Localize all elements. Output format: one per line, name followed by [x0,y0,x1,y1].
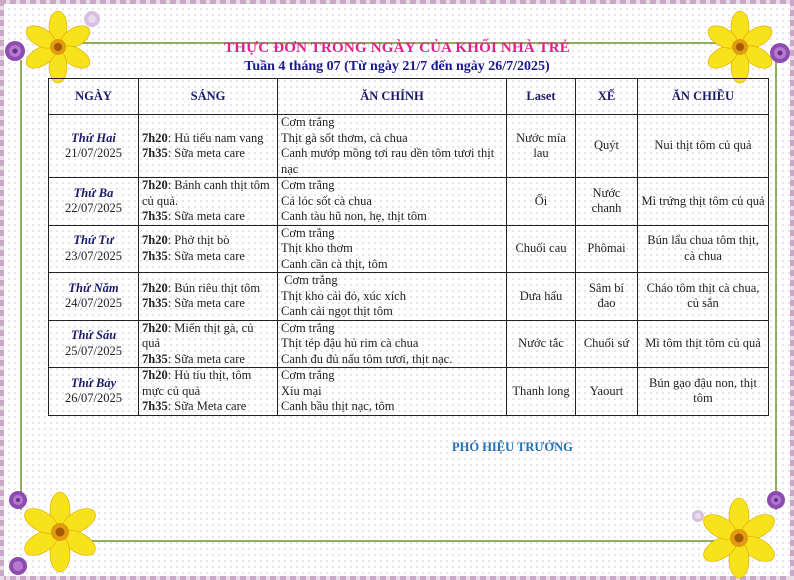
main-dish: Xíu mại [281,383,322,398]
afternoon-cell: Cháo tôm thịt cà chua, củ sắn [638,273,769,321]
afternoon-cell: Mì tôm thịt tôm củ quả [638,320,769,368]
main-meal-cell [278,178,507,226]
main-dish: Canh bầu thịt nạc, tôm [281,399,395,413]
day-date: 25/07/2025 [65,343,122,358]
morning-time: 7h20 [142,280,168,295]
main-dish: Canh cải ngọt thịt tôm [281,304,393,318]
day-cell [49,320,139,368]
sunflower-icon [684,486,794,580]
morning-line [142,233,274,249]
main-dish: Canh mướp mồng tơi rau dền tôm tươi thịt nạc [281,146,498,176]
main-dish: Cơm trắng [281,225,335,240]
day-date: 24/07/2025 [65,296,122,311]
afternoon-cell: Bún lẩu chua tôm thịt, cà chua [638,225,769,273]
morning-dish: : Sữa meta care [167,296,245,311]
morning-line [142,368,274,399]
laset-cell: Nước mía lau [507,115,576,178]
morning-line [142,146,274,162]
laset-cell: Nước tắc [507,320,576,368]
laset-cell: Dưa hấu [507,273,576,321]
morning-time: 7h20 [142,178,168,192]
main-dish: Canh cần cà thịt, tôm [281,256,388,271]
main-dish: Cơm trắng [281,273,338,287]
day-cell [49,273,139,321]
morning-dish: : Miến thịt gà, củ quả [142,320,254,350]
laset-cell: Chuối cau [507,225,576,273]
day-name: Thứ Tư [73,233,114,248]
main-dish: Cơm trắng [281,368,335,382]
vine-line-left [20,60,22,510]
vine-line-bottom [80,540,720,542]
main-dish: Cơm trắng [281,115,335,129]
morning-dish: : Sữa meta care [167,248,245,263]
morning-time: 7h20 [142,233,168,248]
table-header-row [49,79,769,115]
morning-dish: : Hủ tiếu nam vang [167,130,264,145]
morning-dish: : Hủ tíu thịt, tôm mực củ quả [142,368,252,398]
morning-cell [139,225,278,273]
morning-time: 7h35 [142,351,168,366]
day-date: 26/07/2025 [65,391,122,406]
day-date: 22/07/2025 [65,201,122,216]
sunflower-icon [0,486,110,580]
morning-line [142,249,274,265]
main-dish: Thịt tép đậu hủ rim cà chua [281,336,419,350]
table-row [49,320,769,368]
main-meal-cell [278,115,507,178]
morning-time: 7h35 [142,248,168,263]
day-name: Thứ Ba [73,185,114,200]
main-dish: Canh đu đủ nấu tôm tươi, thịt nạc. [281,351,453,366]
morning-line [142,178,274,209]
morning-dish: : Sữa meta care [167,146,245,160]
day-name: Thứ Hai [71,130,116,145]
table-row [49,225,769,273]
page-subtitle: Tuần 4 tháng 07 (Từ ngày 21/7 đến ngày 26/7/2025) [244,59,550,74]
main-dish: Cơm trắng [281,178,335,192]
header-morning: SÁNG [139,79,278,115]
morning-cell [139,115,278,178]
morning-time: 7h20 [142,368,168,382]
header-laset: Laset [507,79,576,115]
menu-table [48,78,769,416]
morning-line [142,399,274,415]
morning-dish: : Sữa meta care [167,209,245,223]
morning-cell [139,178,278,226]
afternoon-cell: Nui thịt tôm củ quả [638,115,769,178]
table-row [49,178,769,226]
table-row [49,368,769,416]
morning-line [142,281,274,297]
header-day: NGÀY [49,79,139,115]
morning-time: 7h20 [142,320,168,335]
day-name: Thứ Sáu [70,328,117,343]
morning-line [142,131,274,147]
morning-time: 7h35 [142,399,168,413]
morning-cell [139,273,278,321]
snack-cell: Nước chanh [576,178,638,226]
table-row [49,273,769,321]
morning-dish: : Sữa Meta care [167,399,247,413]
table-row [49,115,769,178]
morning-line [142,352,274,368]
page-border-bottom [0,576,794,580]
main-dish: Cá lóc sốt cà chua [281,193,372,208]
page-border-top [0,0,794,4]
page-title: THỰC ĐƠN TRONG NGÀY CỦA KHỐI NHÀ TRẺ [224,40,570,56]
morning-cell [139,320,278,368]
snack-cell: Phômai [576,225,638,273]
laset-cell: Ổi [507,178,576,226]
day-date: 23/07/2025 [65,248,122,263]
morning-line [142,296,274,312]
snack-cell: Chuối sứ [576,320,638,368]
morning-line [142,209,274,225]
header-afternoon: ĂN CHIỀU [638,79,769,115]
morning-dish: : Bún riêu thịt tôm [167,280,261,295]
signature-title: PHÓ HIỆU TRƯỞNG [452,440,573,454]
laset-cell: Thanh long [507,368,576,416]
day-name: Thứ Bảy [70,375,117,390]
main-dish: Thịt kho cải đỏ, xúc xích [281,288,406,303]
afternoon-cell: Bún gạo đậu non, thịt tôm [638,368,769,416]
morning-cell [139,368,278,416]
header-main-meal: ĂN CHÍNH [278,79,507,115]
morning-time: 7h35 [142,209,168,223]
day-cell [49,178,139,226]
snack-cell: Yaourt [576,368,638,416]
main-meal-cell [278,273,507,321]
morning-line [142,321,274,352]
header-snack: XẾ [576,79,638,115]
main-dish: Thịt gà sốt thơm, cà chua [281,130,408,145]
main-meal-cell [278,225,507,273]
morning-dish: : Sữa meta care [167,351,245,366]
main-meal-cell [278,320,507,368]
morning-dish: : Phở thịt bò [167,233,230,248]
morning-time: 7h35 [142,146,168,160]
day-cell [49,115,139,178]
day-cell [49,225,139,273]
morning-dish: : Bánh canh thịt tôm củ quả. [142,178,270,208]
main-dish: Cơm trắng [281,320,335,335]
vine-line-right [775,60,777,510]
snack-cell: Sâm bí đao [576,273,638,321]
day-name: Thứ Năm [68,280,119,295]
morning-time: 7h20 [142,130,168,145]
main-dish: Thịt kho thơm [281,241,353,255]
day-date: 21/07/2025 [65,146,122,160]
main-dish: Canh tàu hũ non, hẹ, thịt tôm [281,209,427,223]
afternoon-cell: Mì trứng thịt tôm củ quả [638,178,769,226]
snack-cell: Quýt [576,115,638,178]
morning-time: 7h35 [142,296,168,311]
main-meal-cell [278,368,507,416]
day-cell [49,368,139,416]
